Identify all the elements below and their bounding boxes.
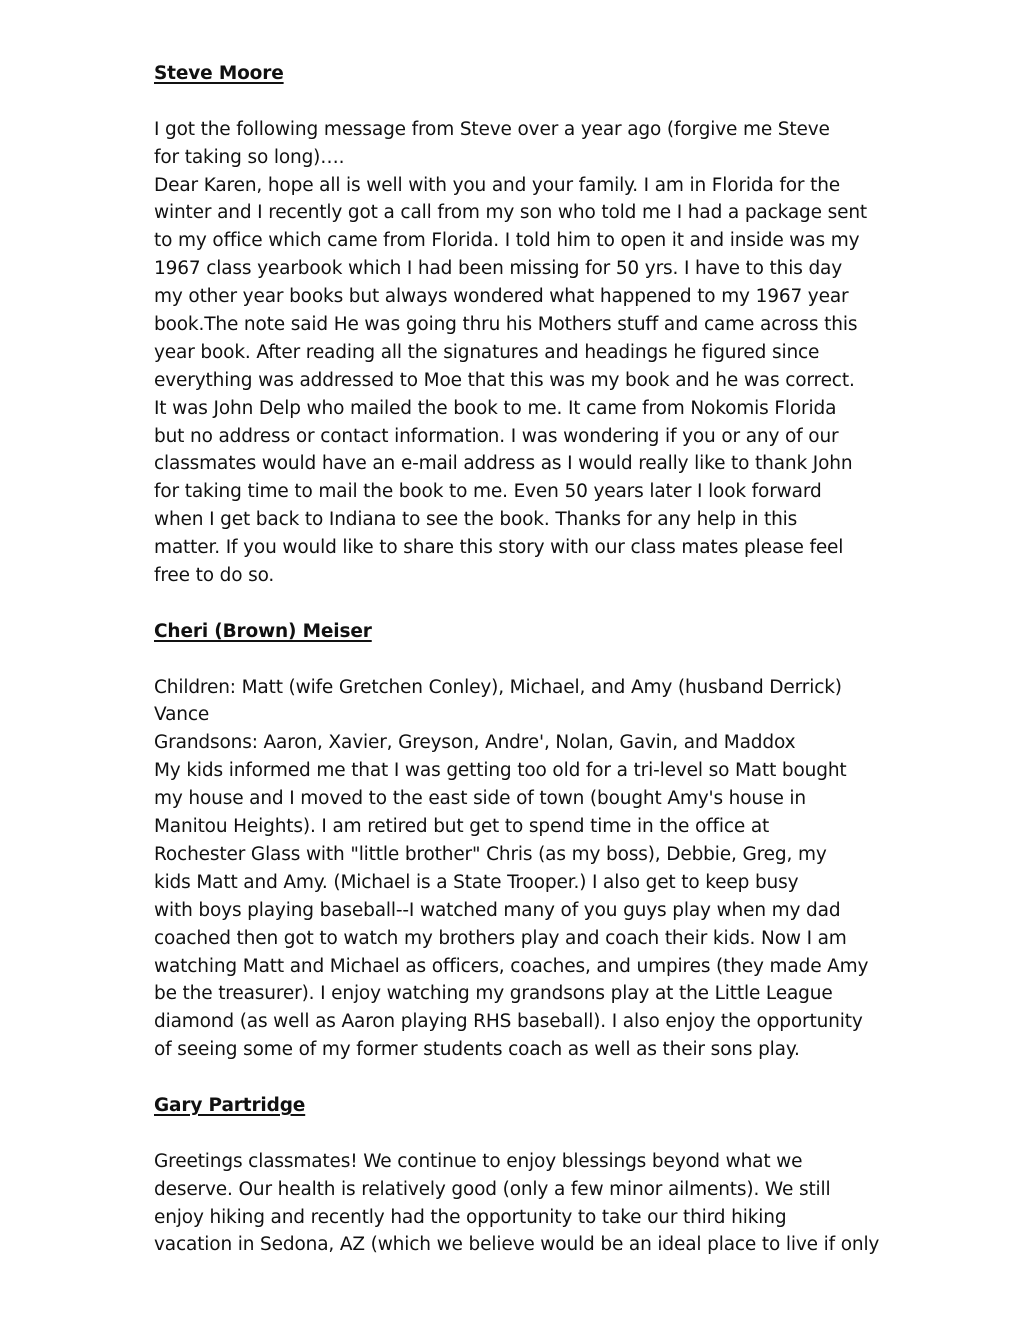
body-line: watching Matt and Michael as officers, coaches, and umpires (they made Amy: [154, 955, 869, 977]
body-line: Dear Karen, hope all is well with you and your family. I am in Florida for the: [154, 174, 841, 196]
body-line: vacation in Sedona, AZ (which we believe would be an ideal place to live if only: [154, 1234, 880, 1256]
body-line: 1967 class yearbook which I had been missing for 50 yrs. I have to this day: [154, 258, 843, 280]
body-line: Greetings classmates! We continue to enjoy blessings beyond what we: [154, 1150, 803, 1172]
body-line: Children: Matt (wife Gretchen Conley), Michael, and Amy (husband Derrick): [154, 676, 842, 698]
body-line: Rochester Glass with "little brother" Chris (as my boss), Debbie, Greg, my: [154, 843, 827, 865]
section-heading: Steve Moore: [154, 63, 284, 84]
section-body: [154, 674, 894, 1064]
section-heading: Cheri (Brown) Meiser: [154, 620, 372, 642]
section: [154, 60, 894, 618]
body-line: coached then got to watch my brothers play and coach their kids. Now I am: [154, 927, 847, 949]
body-line: Vance: [154, 704, 210, 726]
section-heading: Gary Partridge: [154, 1094, 306, 1116]
body-line: diamond (as well as Aaron playing RHS baseball). I also enjoy the opportunity: [154, 1011, 863, 1033]
section-body: [154, 1148, 894, 1260]
body-line: for taking so long)….: [154, 146, 345, 168]
body-line: with boys playing baseball--I watched many of you guys play when my dad: [154, 899, 841, 921]
body-line: for taking time to mail the book to me. Even 50 years later I look forward: [154, 481, 822, 503]
spacer: [154, 1064, 894, 1092]
document-page: [154, 60, 894, 1259]
spacer: [154, 590, 894, 618]
spacer: [154, 646, 894, 674]
body-line: book.The note said He was going thru his Mothers stuff and came across this: [154, 314, 858, 336]
section: [154, 618, 894, 1092]
spacer: [154, 1120, 894, 1148]
body-line: free to do so.: [154, 565, 275, 587]
body-line: Manitou Heights). I am retired but get to spend time in the office at: [154, 816, 770, 838]
body-line: everything was addressed to Moe that this was my book and he was correct.: [154, 369, 855, 391]
body-line: winter and I recently got a call from my son who told me I had a package sent: [154, 202, 867, 224]
body-line: My kids informed me that I was getting too old for a tri-level so Matt bought: [154, 760, 847, 782]
body-line: deserve. Our health is relatively good (only a few minor ailments). We still: [154, 1178, 831, 1200]
body-line: matter. If you would like to share this story with our class mates please feel: [154, 537, 844, 559]
body-line: I got the following message from Steve over a year ago (forgive me Steve: [154, 118, 830, 140]
section-body: [154, 116, 894, 590]
body-line: when I get back to Indiana to see the book. Thanks for any help in this: [154, 509, 798, 531]
body-line: but no address or contact information. I was wondering if you or any of our: [154, 425, 839, 447]
body-line: enjoy hiking and recently had the opportunity to take our third hiking: [154, 1206, 787, 1228]
body-line: be the treasurer). I enjoy watching my grandsons play at the Little League: [154, 983, 833, 1005]
body-line: of seeing some of my former students coach as well as their sons play.: [154, 1039, 800, 1061]
spacer: [154, 88, 894, 116]
body-line: classmates would have an e-mail address as I would really like to thank John: [154, 453, 853, 475]
body-line: my house and I moved to the east side of town (bought Amy's house in: [154, 788, 806, 810]
body-line: year book. After reading all the signatures and headings he figured since: [154, 341, 820, 363]
section: [154, 1092, 894, 1259]
body-line: Grandsons: Aaron, Xavier, Greyson, Andre', Nolan, Gavin, and Maddox: [154, 732, 796, 754]
body-line: to my office which came from Florida. I told him to open it and inside was my: [154, 230, 860, 252]
body-line: It was John Delp who mailed the book to me. It came from Nokomis Florida: [154, 397, 837, 419]
body-line: my other year books but always wondered what happened to my 1967 year: [154, 286, 849, 308]
body-line: kids Matt and Amy. (Michael is a State Trooper.) I also get to keep busy: [154, 871, 799, 893]
